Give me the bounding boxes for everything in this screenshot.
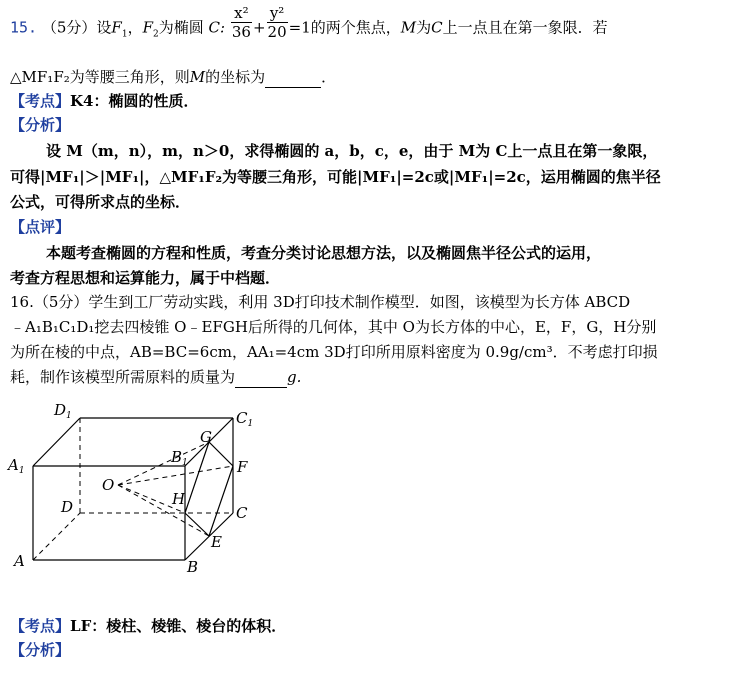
edge-A1D1 [33, 418, 80, 466]
q15-line2 [10, 67, 336, 88]
edge-OG-hidden [118, 442, 209, 485]
answer-blank-15 [265, 67, 321, 88]
q16-l4-text: 耗，制作该模型所需原料的质量为 [10, 368, 236, 386]
kaodian1 [10, 91, 199, 111]
edge-GF [209, 442, 233, 466]
f1-symbol: F [111, 18, 122, 37]
q15-score: （5分）设 [41, 18, 112, 37]
kaodian1-text: K4：椭圆的性质． [70, 92, 199, 110]
kaodian2 [10, 616, 286, 636]
q16-l3: 为所在棱的中点，AB=BC=6cm，AA₁=4cm 3D打印所用原料密度为 0.9g/cm³．不考虑打印损 [10, 343, 658, 361]
q15-number: 15. [10, 18, 38, 37]
fenxi1 [10, 115, 70, 135]
edge-EH [185, 513, 209, 536]
kaodian2-tag: 【考点】 [10, 617, 71, 635]
frac1-bot: 36 [231, 23, 251, 41]
fenxi2 [10, 640, 70, 660]
frac2-top: y² [267, 4, 288, 23]
cuboid-figure [0, 395, 280, 580]
label-D1: $D_1$ [54, 401, 72, 421]
f2-sub: 2 [153, 29, 159, 40]
q15-line2-text: △MF₁F₂为等腰三角形，则 [10, 68, 190, 86]
label-F: F [237, 458, 248, 476]
frac2-bot: 20 [267, 23, 287, 41]
label-C: C [236, 504, 248, 522]
q15-tail: =1的两个焦点， [288, 18, 401, 37]
label-B: B [187, 558, 199, 576]
fenxi1-tag: 【分析】 [10, 116, 71, 134]
q15-tail2: 为 [416, 18, 432, 37]
kaodian2-text: LF：棱柱、棱锥、棱台的体积． [70, 617, 287, 635]
frac1-top: x² [231, 4, 252, 23]
label-A1: $A_1$ [8, 456, 25, 476]
dianping1-p2: 考查方程思想和运算能力，属于中档题． [10, 269, 281, 287]
label-D: D [61, 498, 74, 516]
m-symbol: M [400, 18, 417, 37]
f1-sub: 1 [121, 29, 128, 40]
dianping1-tag: 【点评】 [10, 218, 71, 236]
dianping1 [10, 217, 70, 237]
label-B1: $B_1$ [171, 448, 188, 468]
q15-line1 [10, 4, 608, 45]
edge-AD-hidden [33, 513, 80, 560]
q16-l1: 16.（5分）学生到工厂劳动实践，利用 3D打印技术制作模型．如图，该模型为长方体 ABCD [10, 293, 631, 311]
q16-l2: ﹣A₁B₁C₁D₁挖去四棱锥 O﹣EFGH后所得的几何体，其中 O为长方体的中心，E，F，G，H分别 [10, 318, 657, 336]
fraction-y [267, 4, 288, 41]
label-A: A [14, 552, 25, 570]
label-O: O [102, 476, 115, 494]
edge-OE-hidden [118, 485, 209, 536]
edge-HG [185, 442, 209, 513]
fraction-x [231, 4, 252, 41]
answer-blank-16 [235, 367, 287, 388]
c-symbol: C [431, 18, 443, 37]
q15-line2-tail: 的坐标为 [205, 68, 266, 86]
label-C1: $C_1$ [236, 409, 254, 429]
plus: + [252, 18, 266, 37]
fenxi1-p3: 公式，可得所求点的坐标． [10, 193, 191, 211]
dianping1-p1: 本题考查椭圆的方程和性质，考查分类讨论思想方法，以及椭圆焦半径公式的运用， [46, 244, 602, 262]
fenxi1-p1: 设 M（m，n），m，n＞0，求得椭圆的 a，b，c，e，由于 M为 C上一点且在第一象限， [46, 142, 658, 160]
fenxi1-p2: 可得|MF₁|＞|MF₁|，△MF₁F₂为等腰三角形，可能|MF₁|=2c或|MF₁|=2c，运用椭圆的焦半径 [10, 168, 661, 186]
q16-l4 [10, 367, 301, 388]
q16-l4-unit: g. [287, 368, 302, 386]
q15-line2-end: ． [321, 68, 337, 86]
label-G: G [200, 428, 212, 446]
q15-line2-m: M [189, 68, 206, 86]
fenxi2-tag: 【分析】 [10, 641, 71, 659]
q15-mid: 为椭圆 [158, 18, 204, 37]
label-H: H [172, 490, 186, 508]
f2-symbol: F [142, 18, 154, 37]
edge-OF-hidden [118, 466, 233, 485]
q15-tail3: 上一点且在第一象限．若 [442, 18, 608, 37]
kaodian1-tag: 【考点】 [10, 92, 71, 110]
label-E: E [211, 533, 222, 551]
curve-label: C: [208, 18, 226, 37]
sep: ， [127, 18, 143, 37]
